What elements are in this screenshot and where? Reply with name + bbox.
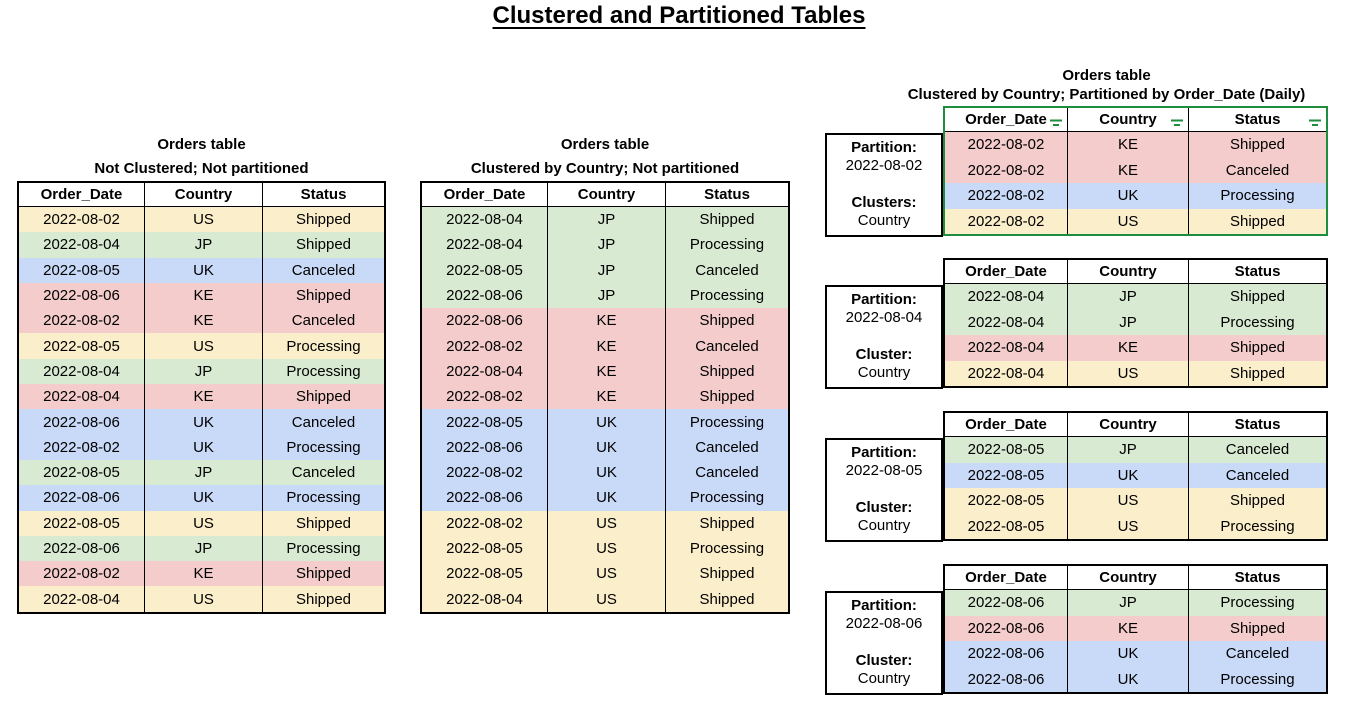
cluster-value: Country	[857, 211, 911, 229]
partition-label: Partition:	[851, 138, 917, 156]
order-date-cell: 2022-08-05	[945, 463, 1068, 489]
status-cell: Shipped	[699, 514, 755, 532]
partition-data-table	[943, 564, 1328, 694]
status-header: Status	[300, 186, 347, 203]
table-row	[945, 641, 1326, 667]
order-date-cell: 2022-08-02	[422, 384, 548, 409]
partition-info-box	[825, 438, 943, 542]
country-cell: JP	[548, 207, 666, 232]
country-header-label: Country	[1099, 111, 1157, 128]
status-cell: Shipped	[1229, 619, 1286, 637]
country-cell: KE	[548, 333, 666, 358]
status-cell: Processing	[286, 438, 361, 456]
status-header: Status	[1234, 416, 1281, 433]
left-table-subtitle: Not Clustered; Not partitioned	[94, 160, 309, 177]
order-date-cell: 2022-08-06	[422, 283, 548, 308]
country-cell: US	[145, 511, 263, 536]
order-date-cell: 2022-08-05	[19, 333, 145, 358]
status-cell: Processing	[689, 489, 765, 507]
status-cell: Shipped	[295, 236, 352, 254]
partition-data-table	[943, 411, 1328, 541]
table-row	[945, 590, 1326, 616]
filter-icon	[1170, 115, 1184, 125]
order-date-cell: 2022-08-04	[945, 335, 1068, 361]
country-cell: JP	[1068, 284, 1189, 310]
status-cell: Shipped	[1229, 364, 1286, 382]
order-date-cell: 2022-08-02	[19, 435, 145, 460]
status-cell: Processing	[1220, 187, 1295, 205]
status-header: Status	[1234, 263, 1281, 280]
status-cell: Processing	[1220, 517, 1295, 535]
country-cell: US	[548, 586, 666, 611]
cluster-value: Country	[857, 516, 911, 534]
partition-2022-08-02	[825, 106, 1328, 237]
country-cell: US	[548, 561, 666, 586]
table-row	[422, 485, 788, 510]
partition-data-table	[943, 258, 1328, 388]
table-row	[945, 335, 1326, 361]
middle-table-heading	[420, 136, 790, 177]
country-cell: US	[1068, 488, 1189, 514]
partition-info-box	[825, 285, 943, 389]
table-row	[19, 561, 384, 586]
country-cell: US	[1068, 209, 1189, 235]
country-cell: KE	[1068, 132, 1189, 158]
status-cell: Shipped	[1229, 288, 1286, 306]
order-date-header: Order_Date	[945, 260, 1068, 283]
table-body	[945, 132, 1326, 234]
table-row	[19, 258, 384, 283]
country-cell: UK	[1068, 641, 1189, 667]
country-cell: KE	[145, 561, 263, 586]
table-row	[19, 435, 384, 460]
order-date-cell: 2022-08-02	[19, 308, 145, 333]
middle-table-subtitle: Clustered by Country; Not partitioned	[470, 160, 740, 177]
order-date-cell: 2022-08-06	[19, 536, 145, 561]
country-cell: UK	[548, 409, 666, 434]
status-cell: Processing	[689, 413, 765, 431]
status-cell: Canceled	[291, 261, 356, 279]
status-cell: Shipped	[295, 514, 352, 532]
table-body	[19, 207, 384, 612]
status-header: Status	[704, 186, 750, 203]
order-date-cell: 2022-08-05	[945, 488, 1068, 514]
country-cell: KE	[548, 359, 666, 384]
country-cell: UK	[548, 485, 666, 510]
order-date-cell: 2022-08-05	[945, 514, 1068, 540]
status-cell: Canceled	[1225, 645, 1290, 663]
order-date-cell: 2022-08-04	[945, 361, 1068, 387]
status-cell: Shipped	[1229, 136, 1286, 154]
country-cell: US	[1068, 514, 1189, 540]
order-date-cell: 2022-08-02	[19, 207, 145, 232]
partition-label: Partition:	[851, 443, 917, 461]
country-cell: KE	[145, 308, 263, 333]
table-row	[19, 308, 384, 333]
status-cell: Processing	[286, 540, 361, 557]
table-row	[422, 435, 788, 460]
country-header: Country	[1068, 260, 1189, 283]
table-row	[945, 132, 1326, 158]
order-date-cell: 2022-08-06	[945, 641, 1068, 667]
order-date-cell: 2022-08-02	[945, 132, 1068, 158]
partition-value: 2022-08-06	[845, 614, 923, 632]
table-row	[19, 409, 384, 434]
country-cell: KE	[1068, 616, 1189, 642]
order-date-cell: 2022-08-06	[19, 485, 145, 510]
left-table-heading	[17, 136, 386, 177]
country-cell: US	[548, 536, 666, 561]
status-cell: Processing	[1220, 670, 1295, 688]
order-date-cell: 2022-08-04	[19, 384, 145, 409]
table-row	[422, 460, 788, 485]
status-cell: Canceled	[695, 464, 759, 482]
order-date-cell: 2022-08-06	[945, 616, 1068, 642]
partition-data-table	[943, 106, 1328, 236]
country-cell: US	[145, 207, 263, 232]
order-date-cell: 2022-08-05	[422, 536, 548, 561]
table-row	[945, 284, 1326, 310]
middle-table-title: Orders table	[560, 136, 650, 153]
partition-info-box	[825, 591, 943, 695]
status-cell: Processing	[286, 489, 361, 507]
country-header: Country	[548, 183, 666, 206]
table-row	[422, 283, 788, 308]
table-row	[422, 536, 788, 561]
country-cell: UK	[1068, 463, 1189, 489]
order-date-cell: 2022-08-04	[422, 586, 548, 611]
status-cell: Canceled	[695, 337, 759, 355]
table-header-row	[945, 566, 1326, 590]
status-cell: Canceled	[291, 464, 356, 482]
status-cell: Processing	[1220, 313, 1295, 331]
table-row	[19, 283, 384, 308]
partition-info-box	[825, 133, 943, 237]
status-cell: Shipped	[295, 211, 352, 229]
cluster-value: Country	[857, 669, 911, 687]
status-cell: Canceled	[291, 312, 356, 330]
order-date-header	[945, 108, 1068, 131]
table-row	[422, 511, 788, 536]
table-row	[945, 514, 1326, 540]
table-row	[945, 158, 1326, 184]
status-header-label: Status	[1234, 111, 1281, 128]
order-date-cell: 2022-08-04	[19, 232, 145, 257]
order-date-cell: 2022-08-06	[945, 667, 1068, 693]
table-row	[422, 207, 788, 232]
order-date-cell: 2022-08-04	[19, 359, 145, 384]
status-cell: Shipped	[699, 388, 755, 406]
order-date-cell: 2022-08-05	[422, 258, 548, 283]
order-date-cell: 2022-08-04	[422, 359, 548, 384]
country-cell: KE	[548, 384, 666, 409]
country-cell: KE	[1068, 158, 1189, 184]
table-row	[19, 384, 384, 409]
country-cell: US	[548, 511, 666, 536]
status-cell: Shipped	[1229, 339, 1286, 357]
status-cell: Shipped	[295, 590, 352, 608]
status-cell: Shipped	[699, 362, 755, 380]
country-header: Country	[1068, 413, 1189, 436]
country-cell: JP	[548, 232, 666, 257]
table-row	[945, 437, 1326, 463]
order-date-cell: 2022-08-06	[422, 485, 548, 510]
cluster-label: Cluster:	[855, 651, 913, 669]
table-row	[19, 536, 384, 561]
status-cell: Canceled	[695, 438, 759, 456]
cluster-value: Country	[857, 363, 911, 381]
left-table-title: Orders table	[157, 136, 246, 153]
country-cell: JP	[1068, 437, 1189, 463]
table-body	[945, 284, 1326, 386]
order-date-cell: 2022-08-04	[945, 284, 1068, 310]
order-date-cell: 2022-08-05	[19, 511, 145, 536]
filter-icon	[1049, 115, 1063, 125]
country-cell: JP	[1068, 590, 1189, 616]
status-cell: Processing	[689, 540, 765, 557]
status-cell: Processing	[689, 287, 765, 305]
country-cell: KE	[548, 308, 666, 333]
country-cell: JP	[1068, 310, 1189, 336]
country-header	[1068, 108, 1189, 131]
table-row	[945, 310, 1326, 336]
status-cell: Shipped	[699, 312, 755, 330]
order-date-cell: 2022-08-06	[422, 308, 548, 333]
table-row	[945, 616, 1326, 642]
table-row	[422, 333, 788, 358]
table-body	[945, 437, 1326, 539]
status-cell: Canceled	[291, 413, 356, 431]
country-cell: JP	[145, 232, 263, 257]
order-date-cell: 2022-08-02	[422, 460, 548, 485]
table-row	[945, 361, 1326, 387]
order-date-cell: 2022-08-06	[19, 283, 145, 308]
status-cell: Canceled	[1225, 161, 1290, 179]
status-cell: Shipped	[1229, 212, 1286, 230]
orders-table-clustered	[420, 181, 790, 614]
table-body	[422, 207, 788, 612]
order-date-cell: 2022-08-02	[422, 333, 548, 358]
cluster-label: Clusters:	[851, 193, 917, 211]
page-title: Clustered and Partitioned Tables	[492, 2, 866, 29]
table-row	[422, 308, 788, 333]
order-date-cell: 2022-08-04	[945, 310, 1068, 336]
order-date-cell: 2022-08-05	[422, 561, 548, 586]
partition-value: 2022-08-05	[845, 461, 923, 479]
order-date-cell: 2022-08-02	[945, 158, 1068, 184]
partition-2022-08-06	[825, 564, 1328, 695]
right-section-heading	[855, 66, 1358, 104]
table-header-row	[945, 260, 1326, 284]
status-cell: Shipped	[295, 388, 352, 406]
status-cell: Canceled	[1225, 441, 1290, 459]
country-cell: US	[145, 586, 263, 611]
country-cell: KE	[145, 384, 263, 409]
status-cell: Processing	[1220, 594, 1295, 612]
right-section-title: Orders table	[1062, 67, 1151, 84]
table-row	[19, 232, 384, 257]
country-cell: UK	[548, 435, 666, 460]
table-row	[945, 667, 1326, 693]
order-date-cell: 2022-08-02	[945, 183, 1068, 209]
order-date-cell: 2022-08-02	[19, 561, 145, 586]
order-date-cell: 2022-08-06	[945, 590, 1068, 616]
table-header-row	[945, 413, 1326, 437]
table-row	[945, 488, 1326, 514]
partition-2022-08-05	[825, 411, 1328, 542]
country-cell: US	[1068, 361, 1189, 387]
country-cell: KE	[145, 283, 263, 308]
order-date-cell: 2022-08-05	[945, 437, 1068, 463]
country-cell: UK	[145, 409, 263, 434]
order-date-cell: 2022-08-05	[422, 409, 548, 434]
country-cell: JP	[145, 359, 263, 384]
order-date-cell: 2022-08-04	[422, 232, 548, 257]
table-row	[422, 232, 788, 257]
table-row	[422, 258, 788, 283]
country-cell: UK	[145, 435, 263, 460]
cluster-label: Cluster:	[855, 345, 913, 363]
country-header: Country	[1068, 566, 1189, 589]
partition-value: 2022-08-04	[845, 308, 923, 326]
filter-icon	[1308, 115, 1322, 125]
status-cell: Processing	[286, 337, 361, 355]
table-row	[19, 333, 384, 358]
table-row	[19, 485, 384, 510]
table-header-row	[19, 183, 384, 207]
table-row	[422, 586, 788, 611]
status-cell: Canceled	[695, 261, 759, 279]
status-cell: Shipped	[295, 287, 352, 305]
status-cell: Processing	[286, 362, 361, 380]
status-cell: Processing	[689, 236, 765, 254]
country-cell: JP	[548, 283, 666, 308]
table-header-row	[422, 183, 788, 207]
order-date-cell: 2022-08-02	[945, 209, 1068, 235]
country-cell: UK	[145, 258, 263, 283]
order-date-header-label: Order_Date	[965, 111, 1047, 128]
table-row	[19, 511, 384, 536]
country-cell: JP	[145, 460, 263, 485]
table-row	[422, 359, 788, 384]
status-cell: Shipped	[1229, 492, 1286, 510]
status-cell: Shipped	[699, 590, 755, 608]
order-date-header: Order_Date	[945, 413, 1068, 436]
country-cell: JP	[145, 536, 263, 561]
table-body	[945, 590, 1326, 692]
order-date-cell: 2022-08-02	[422, 511, 548, 536]
order-date-cell: 2022-08-06	[422, 435, 548, 460]
table-row	[19, 460, 384, 485]
table-row	[945, 183, 1326, 209]
country-cell: US	[145, 333, 263, 358]
order-date-cell: 2022-08-06	[19, 409, 145, 434]
partition-label: Partition:	[851, 290, 917, 308]
table-row	[945, 209, 1326, 235]
country-cell: UK	[145, 485, 263, 510]
country-cell: UK	[1068, 183, 1189, 209]
partition-2022-08-04	[825, 258, 1328, 389]
table-row	[19, 586, 384, 611]
order-date-cell: 2022-08-05	[19, 460, 145, 485]
status-header: Status	[1234, 569, 1281, 586]
table-row	[422, 409, 788, 434]
right-section-subtitle: Clustered by Country; Partitioned by Order_Date (Daily)	[907, 86, 1306, 103]
table-row	[422, 561, 788, 586]
status-cell: Shipped	[295, 565, 352, 583]
order-date-cell: 2022-08-04	[422, 207, 548, 232]
order-date-header: Order_Date	[945, 566, 1068, 589]
order-date-header: Order_Date	[422, 183, 548, 206]
table-row	[945, 463, 1326, 489]
country-cell: UK	[548, 460, 666, 485]
order-date-cell: 2022-08-05	[19, 258, 145, 283]
country-cell: KE	[1068, 335, 1189, 361]
country-cell: JP	[548, 258, 666, 283]
country-cell: UK	[1068, 667, 1189, 693]
table-row	[19, 207, 384, 232]
status-cell: Canceled	[1225, 466, 1290, 484]
status-cell: Shipped	[699, 565, 755, 583]
status-header	[1189, 108, 1326, 131]
cluster-label: Cluster:	[855, 498, 913, 516]
table-row	[19, 359, 384, 384]
table-row	[422, 384, 788, 409]
status-cell: Shipped	[699, 211, 755, 229]
partition-label: Partition:	[851, 596, 917, 614]
order-date-cell: 2022-08-04	[19, 586, 145, 611]
order-date-header: Order_Date	[19, 183, 145, 206]
table-header-row	[945, 108, 1326, 132]
orders-table-not-clustered	[17, 181, 386, 614]
country-header: Country	[145, 183, 263, 206]
partition-value: 2022-08-02	[845, 156, 923, 174]
